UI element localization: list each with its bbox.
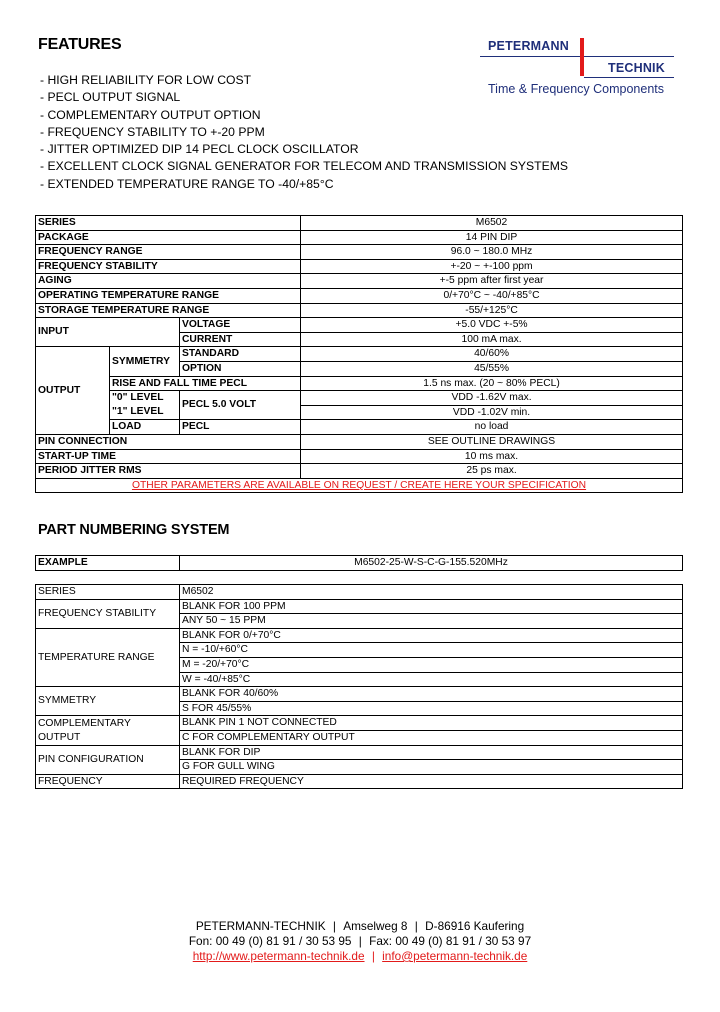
spec-label: SYMMETRY bbox=[110, 347, 180, 376]
pn-label: FREQUENCY bbox=[36, 774, 180, 789]
spec-label: STANDARD bbox=[180, 347, 301, 362]
footer-address bbox=[0, 919, 720, 934]
feature-item: - FREQUENCY STABILITY TO +-20 PPM bbox=[40, 124, 265, 139]
pn-label: SERIES bbox=[36, 585, 180, 600]
spec-label: OPERATING TEMPERATURE RANGE bbox=[36, 288, 301, 303]
logo-tagline: Time & Frequency Components bbox=[488, 82, 665, 96]
pn-label: OUTPUT bbox=[36, 730, 180, 745]
feature-item: - EXTENDED TEMPERATURE RANGE TO -40/+85°C bbox=[40, 176, 334, 191]
pn-value: M = -20/+70°C bbox=[180, 657, 683, 672]
example-table bbox=[35, 555, 683, 571]
spec-label: LOAD bbox=[110, 420, 180, 435]
spec-label: PACKAGE bbox=[36, 230, 301, 245]
spec-value: SEE OUTLINE DRAWINGS bbox=[301, 434, 683, 449]
spec-value: M6502 bbox=[301, 216, 683, 231]
footer-separator: | bbox=[371, 949, 375, 963]
footer-fon: Fon: 00 49 (0) 81 91 / 30 53 95 bbox=[188, 934, 352, 948]
table-row bbox=[36, 288, 683, 303]
spec-value: -55/+125°C bbox=[301, 303, 683, 318]
spec-label: FREQUENCY STABILITY bbox=[36, 259, 301, 274]
footer-separator: | bbox=[414, 919, 418, 933]
pn-label: COMPLEMENTARY bbox=[36, 716, 180, 731]
spec-label: PIN CONNECTION bbox=[36, 434, 301, 449]
table-row bbox=[36, 464, 683, 479]
table-row bbox=[36, 245, 683, 260]
table-row bbox=[36, 716, 683, 731]
pn-value: BLANK FOR 40/60% bbox=[180, 687, 683, 702]
table-row bbox=[36, 347, 683, 362]
spec-label: FREQUENCY RANGE bbox=[36, 245, 301, 260]
pn-value: S FOR 45/55% bbox=[180, 701, 683, 716]
table-row bbox=[36, 318, 683, 333]
pn-value: ANY 50 ~ 15 PPM bbox=[180, 614, 683, 629]
spec-label: CURRENT bbox=[180, 332, 301, 347]
table-row bbox=[36, 730, 683, 745]
table-row bbox=[36, 259, 683, 274]
pn-value: REQUIRED FREQUENCY bbox=[180, 774, 683, 789]
table-row bbox=[36, 599, 683, 614]
table-row bbox=[36, 274, 683, 289]
spec-value: 96.0 ~ 180.0 MHz bbox=[301, 245, 683, 260]
footer-web-link[interactable]: http://www.petermann-technik.de bbox=[192, 949, 365, 963]
spec-value: +-5 ppm after first year bbox=[301, 274, 683, 289]
pn-value: W = -40/+85°C bbox=[180, 672, 683, 687]
footer-street: Amselweg 8 bbox=[343, 919, 408, 933]
footer-fax: Fax: 00 49 (0) 81 91 / 30 53 97 bbox=[369, 934, 532, 948]
table-row bbox=[36, 449, 683, 464]
logo-line-bottom bbox=[584, 56, 674, 57]
spec-value: +-20 ~ +-100 ppm bbox=[301, 259, 683, 274]
table-row bbox=[36, 585, 683, 600]
pn-value: BLANK PIN 1 NOT CONNECTED bbox=[180, 716, 683, 731]
table-row bbox=[36, 303, 683, 318]
footer-phone bbox=[0, 934, 720, 949]
table-row bbox=[36, 434, 683, 449]
logo-name-top: PETERMANN bbox=[488, 39, 569, 53]
example-label: EXAMPLE bbox=[36, 556, 180, 571]
table-row bbox=[36, 687, 683, 702]
spec-label: INPUT bbox=[36, 318, 180, 347]
spec-label: SERIES bbox=[36, 216, 301, 231]
table-row bbox=[36, 230, 683, 245]
table-row bbox=[36, 745, 683, 760]
logo-underline bbox=[584, 77, 674, 78]
spec-label: OUTPUT bbox=[36, 347, 110, 435]
feature-item: - PECL OUTPUT SIGNAL bbox=[40, 90, 181, 105]
other-parameters-link[interactable]: OTHER PARAMETERS ARE AVAILABLE ON REQUEST / CREATE HERE YOUR SPECIFICATION bbox=[131, 479, 587, 491]
footer bbox=[0, 919, 720, 964]
pn-value: N = -10/+60°C bbox=[180, 643, 683, 658]
spec-value: VDD -1.02V min. bbox=[301, 405, 683, 420]
features-title: FEATURES bbox=[38, 36, 122, 53]
other-parameters-row bbox=[36, 478, 683, 493]
spec-label: START-UP TIME bbox=[36, 449, 301, 464]
spec-label: OPTION bbox=[180, 361, 301, 376]
pn-label: PIN CONFIGURATION bbox=[36, 745, 180, 774]
pn-value: BLANK FOR 0/+70°C bbox=[180, 628, 683, 643]
table-row bbox=[36, 405, 683, 420]
feature-item: - EXCELLENT CLOCK SIGNAL GENERATOR FOR TELECOM AND TRANSMISSION SYSTEMS bbox=[40, 159, 569, 174]
footer-company: PETERMANN-TECHNIK bbox=[195, 919, 326, 933]
footer-separator: | bbox=[358, 934, 362, 948]
footer-separator: | bbox=[332, 919, 336, 933]
pn-value: M6502 bbox=[180, 585, 683, 600]
table-row bbox=[36, 216, 683, 231]
pn-label: TEMPERATURE RANGE bbox=[36, 628, 180, 686]
spec-label: "1" LEVEL bbox=[110, 405, 180, 420]
table-row bbox=[36, 556, 683, 571]
spec-value: VDD -1.62V max. bbox=[301, 391, 683, 406]
spec-value: no load bbox=[301, 420, 683, 435]
spec-label: PECL 5.0 VOLT bbox=[180, 391, 301, 420]
table-row bbox=[36, 478, 683, 493]
feature-item: - JITTER OPTIMIZED DIP 14 PECL CLOCK OSCILLATOR bbox=[40, 142, 359, 157]
example-value: M6502-25-W-S-C-G-155.520MHz bbox=[180, 556, 683, 571]
table-row bbox=[36, 376, 683, 391]
spec-value: 14 PIN DIP bbox=[301, 230, 683, 245]
pn-value: BLANK FOR 100 PPM bbox=[180, 599, 683, 614]
spec-label: PECL bbox=[180, 420, 301, 435]
table-row bbox=[36, 391, 683, 406]
spec-label: RISE AND FALL TIME PECL bbox=[110, 376, 301, 391]
part-numbering-title: PART NUMBERING SYSTEM bbox=[38, 522, 230, 538]
footer-city: D-86916 Kaufering bbox=[425, 919, 525, 933]
footer-links bbox=[0, 949, 720, 964]
spec-value: 45/55% bbox=[301, 361, 683, 376]
spec-value: 0/+70°C ~ -40/+85°C bbox=[301, 288, 683, 303]
logo-line-top bbox=[480, 56, 580, 57]
spec-label: "0" LEVEL bbox=[110, 391, 180, 406]
spec-value: 40/60% bbox=[301, 347, 683, 362]
pn-value: G FOR GULL WING bbox=[180, 760, 683, 775]
pn-label: SYMMETRY bbox=[36, 687, 180, 716]
spec-label: STORAGE TEMPERATURE RANGE bbox=[36, 303, 301, 318]
feature-item: - COMPLEMENTARY OUTPUT OPTION bbox=[40, 107, 261, 122]
spec-label: VOLTAGE bbox=[180, 318, 301, 333]
company-logo bbox=[480, 36, 680, 98]
spec-value: 10 ms max. bbox=[301, 449, 683, 464]
table-row bbox=[36, 628, 683, 643]
spec-value: 25 ps max. bbox=[301, 464, 683, 479]
spec-value: 1.5 ns max. (20 ~ 80% PECL) bbox=[301, 376, 683, 391]
spec-label: AGING bbox=[36, 274, 301, 289]
pn-value: C FOR COMPLEMENTARY OUTPUT bbox=[180, 730, 683, 745]
logo-red-bar bbox=[580, 38, 584, 76]
pn-value: BLANK FOR DIP bbox=[180, 745, 683, 760]
spec-value: +5.0 VDC +-5% bbox=[301, 318, 683, 333]
table-row bbox=[36, 774, 683, 789]
logo-name-bottom: TECHNIK bbox=[608, 61, 665, 75]
part-numbering-table bbox=[35, 584, 683, 789]
spec-table bbox=[35, 215, 683, 493]
footer-email-link[interactable]: info@petermann-technik.de bbox=[382, 949, 528, 963]
feature-item: - HIGH RELIABILITY FOR LOW COST bbox=[40, 73, 252, 87]
pn-label: FREQUENCY STABILITY bbox=[36, 599, 180, 628]
spec-label: PERIOD JITTER RMS bbox=[36, 464, 301, 479]
table-row bbox=[36, 420, 683, 435]
spec-value: 100 mA max. bbox=[301, 332, 683, 347]
